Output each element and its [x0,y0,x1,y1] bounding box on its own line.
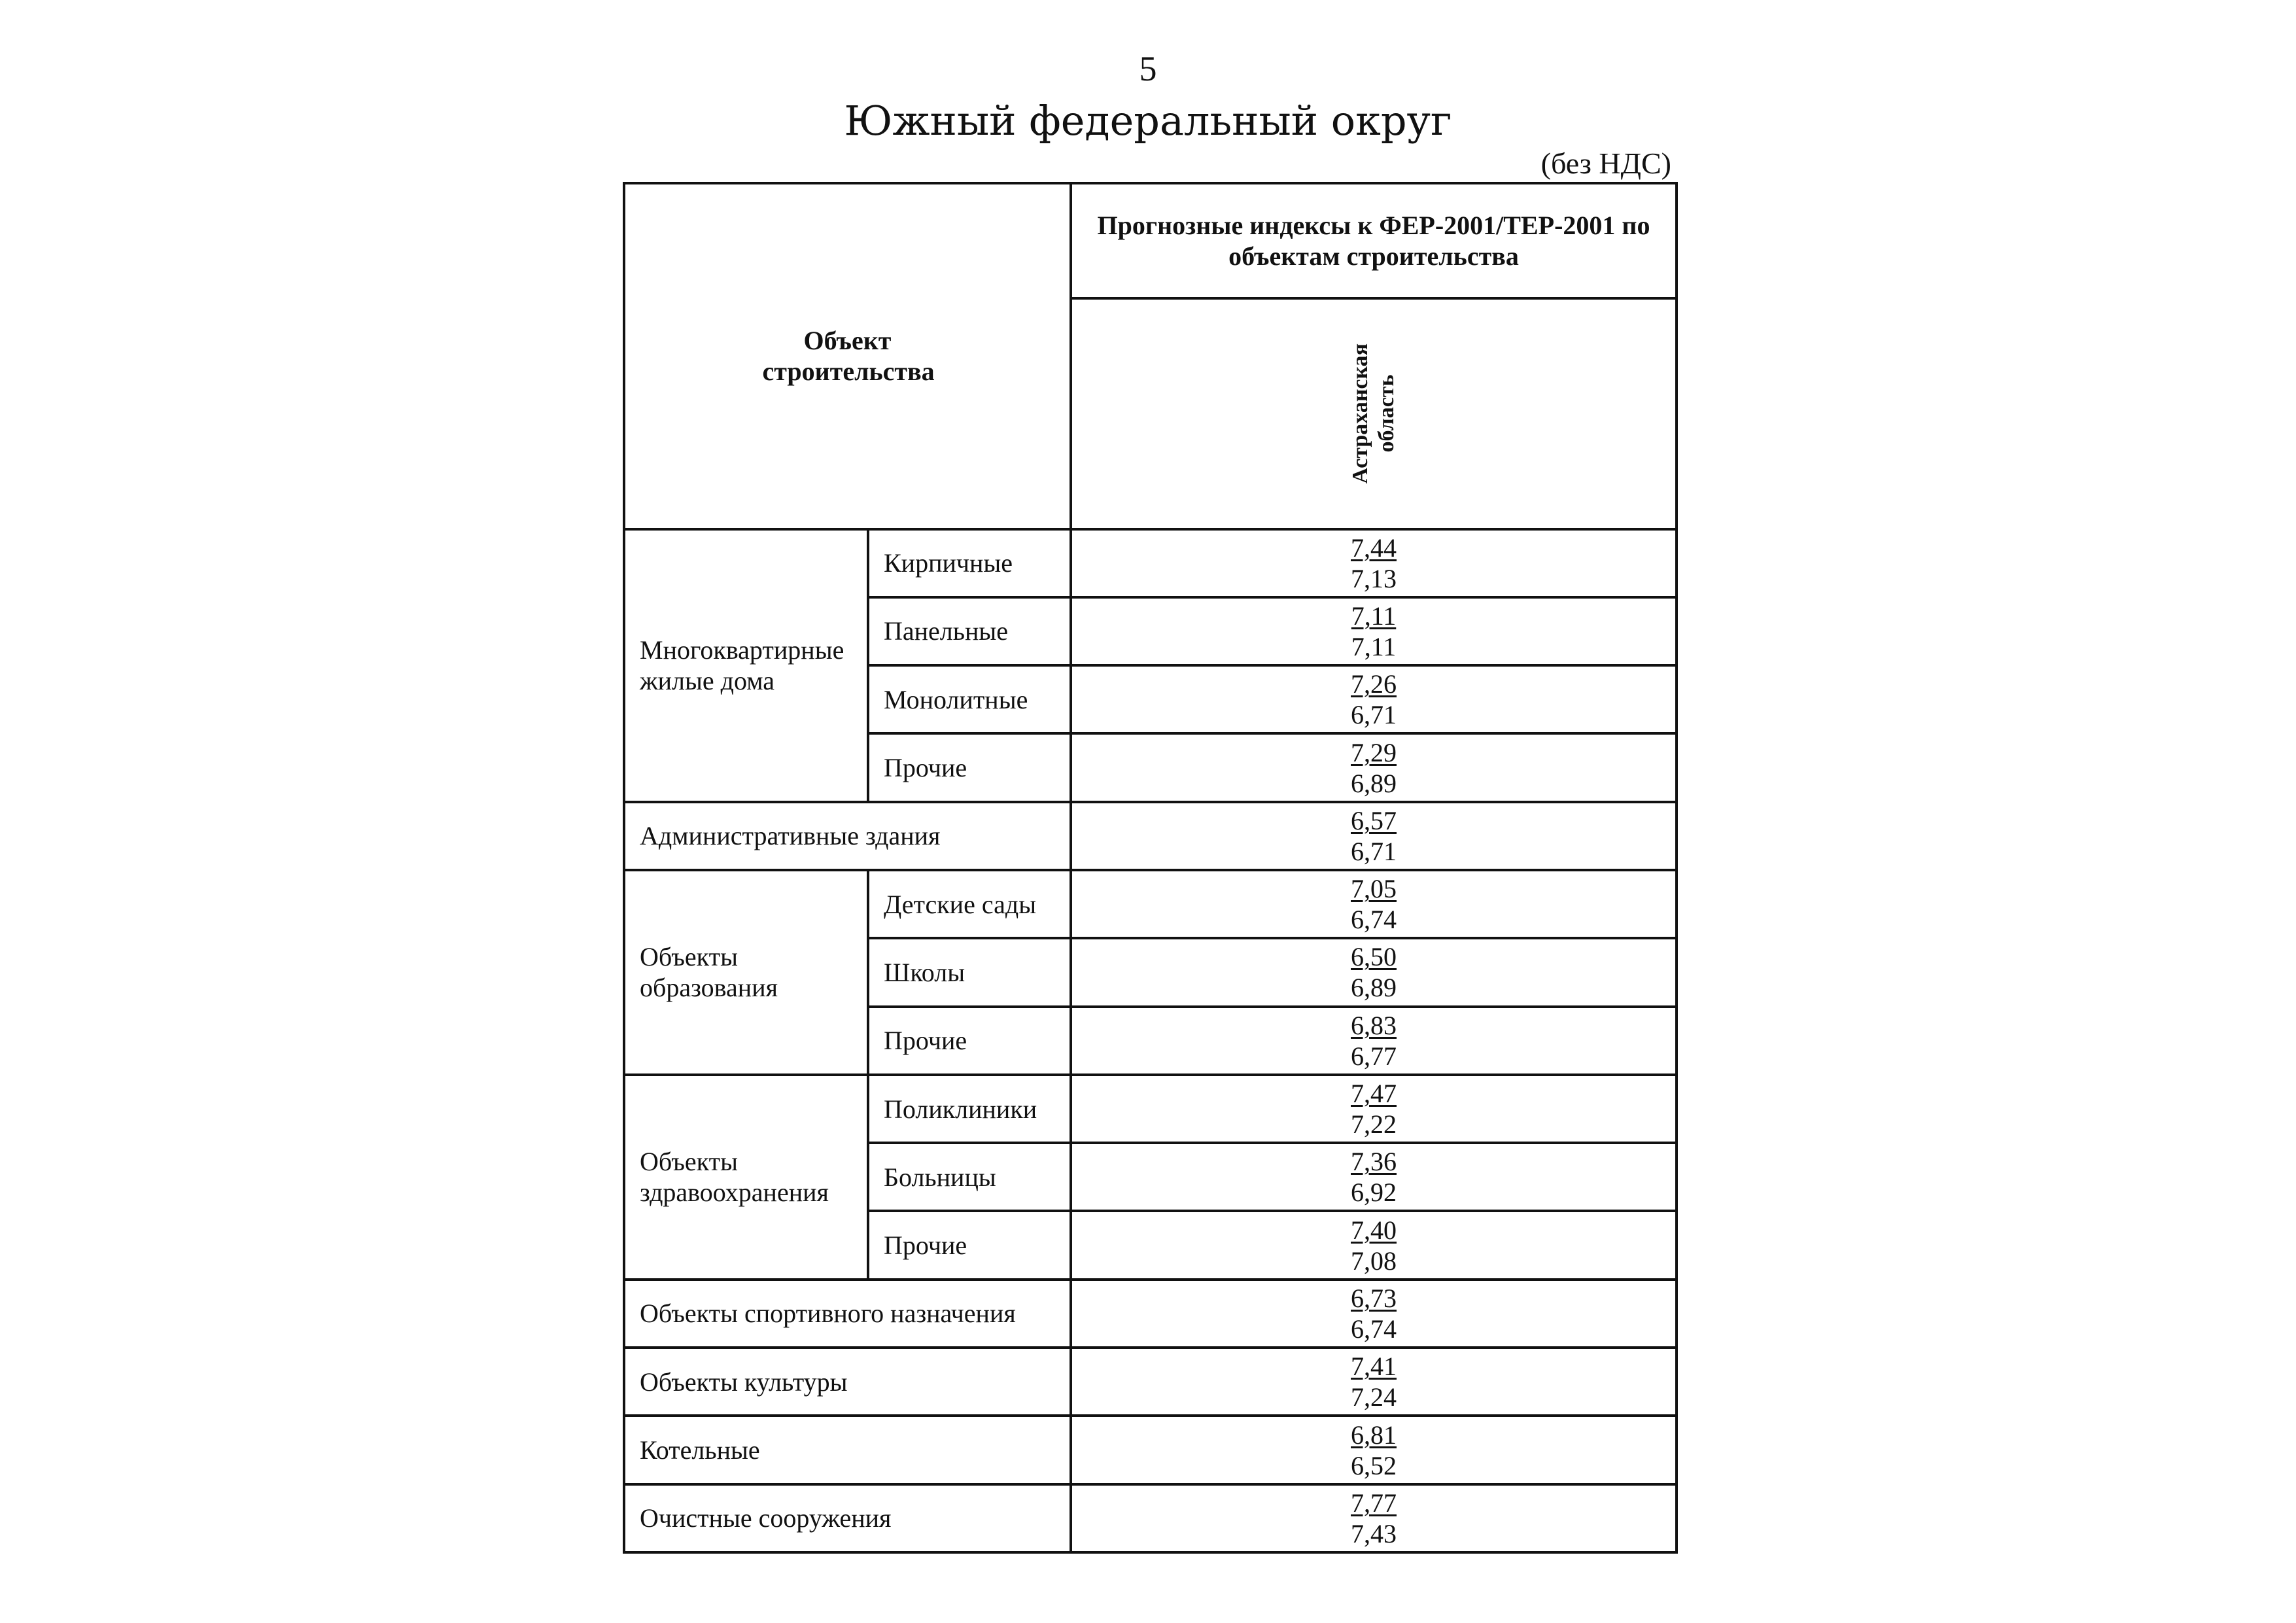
row-brick-value [1071,529,1677,597]
row-kindergarten-value [1071,870,1677,938]
row-admin-name: Административные здания [624,802,1071,870]
row-hospital-value-top: 7,36 [1351,1147,1397,1177]
row-treatment-value-top: 7,77 [1351,1488,1397,1518]
row-education-other-value [1071,1007,1677,1075]
row-residential-other-value [1071,733,1677,801]
row-residential-other-value-bottom: 6,89 [1351,768,1397,798]
row-school-value-top: 6,50 [1351,942,1397,972]
row-education-other-value-bottom: 6,77 [1351,1041,1397,1071]
row-kindergarten-name: Детские сады [868,870,1071,938]
row-sport-value [1071,1280,1677,1348]
row-hospital-name: Больницы [868,1143,1071,1211]
row-health-other-value-top: 7,40 [1351,1215,1397,1245]
row-boilers-name: Котельные [624,1416,1071,1484]
row-brick-name: Кирпичные [868,529,1071,597]
row-education-other-name: Прочие [868,1007,1071,1075]
header-object-cell [624,183,1071,529]
row-clinic-value-top: 7,47 [1351,1079,1397,1109]
row-culture-value-top: 7,41 [1351,1352,1397,1382]
row-treatment-name: Очистные сооружения [624,1484,1071,1552]
row-panel-value-bottom: 7,11 [1351,631,1397,661]
row-admin-value [1071,802,1677,870]
row-sport-value-bottom: 6,74 [1351,1314,1397,1344]
row-health-other-value-bottom: 7,08 [1351,1246,1397,1276]
row-health-other-value [1071,1211,1677,1279]
row-school-value-bottom: 6,89 [1351,973,1397,1003]
row-residential-other-name: Прочие [868,733,1071,801]
row-monolithic-name: Монолитные [868,665,1071,733]
row-brick-value-top: 7,44 [1351,532,1397,563]
row-culture-value [1071,1348,1677,1416]
row-clinic-name: Поликлиники [868,1075,1071,1143]
row-boilers-value-bottom: 6,52 [1351,1450,1397,1480]
group-education-label: Объекты образования [624,870,868,1075]
row-kindergarten-value-top: 7,05 [1351,874,1397,904]
page-title: Южный федеральный округ [844,97,1452,145]
row-clinic-value [1071,1075,1677,1143]
row-clinic-value-bottom: 7,22 [1351,1109,1397,1140]
row-admin-value-top: 6,57 [1351,805,1397,835]
row-monolithic-value [1071,665,1677,733]
row-monolithic-value-bottom: 6,71 [1351,700,1397,730]
row-admin-value-bottom: 6,71 [1351,836,1397,866]
header-region-cell [1071,298,1677,529]
row-boilers-value-top: 6,81 [1351,1420,1397,1450]
header-object: Объект строительства [762,326,935,387]
row-culture-name: Объекты культуры [624,1348,1071,1416]
row-panel-value [1071,597,1677,665]
row-hospital-value [1071,1143,1677,1211]
vat-note: (без НДС) [1540,147,1671,180]
row-treatment-value-bottom: 7,43 [1351,1518,1397,1548]
row-sport-value-top: 6,73 [1351,1283,1397,1313]
group-residential-label: Многоквартирные жилые дома [624,529,868,802]
price-index-table [623,182,1678,1554]
row-education-other-value-top: 6,83 [1351,1010,1397,1040]
row-panel-name: Панельные [868,597,1071,665]
row-monolithic-value-top: 7,26 [1351,669,1397,699]
header-index: Прогнозные индексы к ФЕР-2001/ТЕР-2001 по объектам строительства [1071,183,1677,298]
header-region: Астраханская область [1348,343,1399,484]
row-school-name: Школы [868,938,1071,1006]
page-number: 5 [1139,49,1157,88]
row-culture-value-bottom: 7,24 [1351,1382,1397,1412]
row-health-other-name: Прочие [868,1211,1071,1279]
row-hospital-value-bottom: 6,92 [1351,1178,1397,1208]
row-panel-value-top: 7,11 [1351,601,1397,631]
row-boilers-value [1071,1416,1677,1484]
row-school-value [1071,938,1677,1006]
row-brick-value-bottom: 7,13 [1351,563,1397,593]
row-sport-name: Объекты спортивного назначения [624,1280,1071,1348]
row-kindergarten-value-bottom: 6,74 [1351,905,1397,935]
row-treatment-value [1071,1484,1677,1552]
group-health-label: Объекты здравоохранения [624,1075,868,1280]
row-residential-other-value-top: 7,29 [1351,737,1397,767]
